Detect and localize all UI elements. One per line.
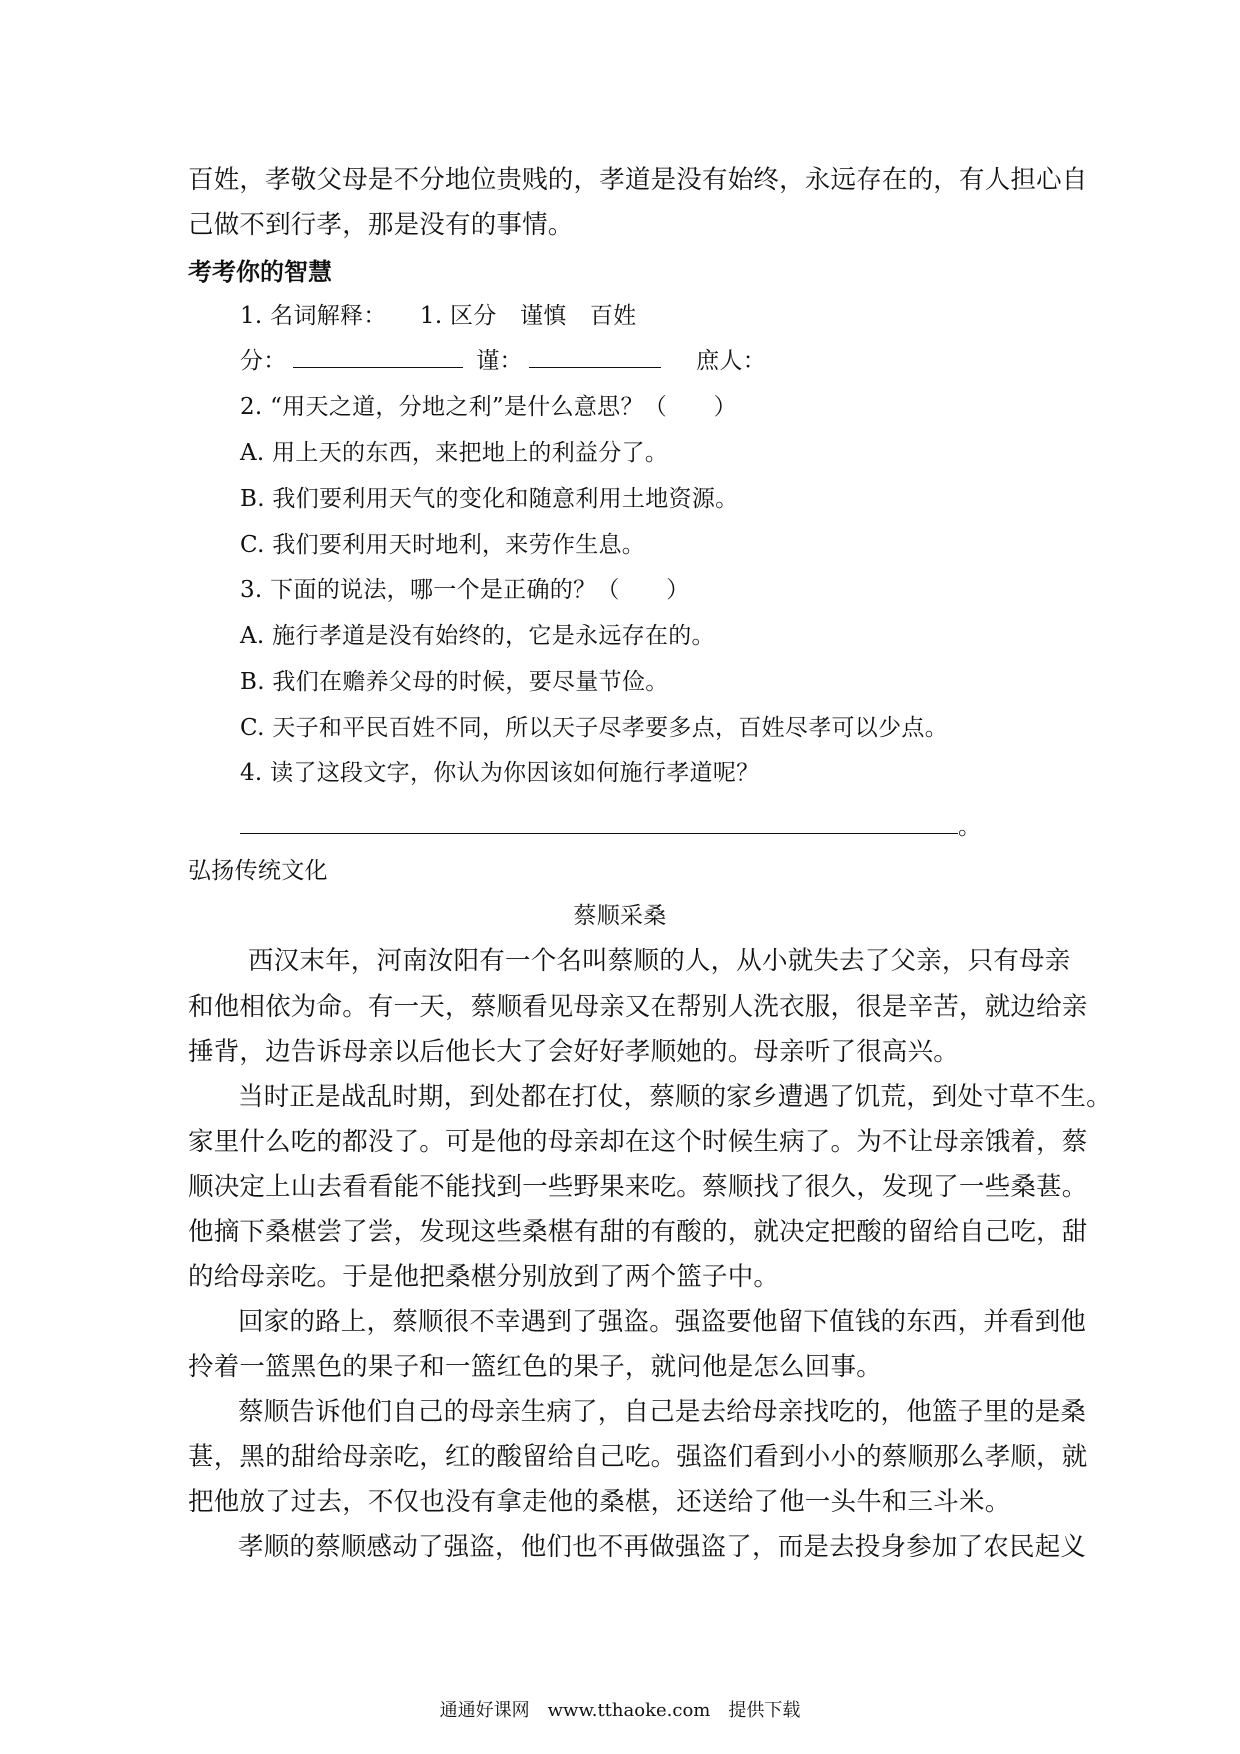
question-4: 4. 读了这段文字，你认为你因该如何施行孝道呢？ xyxy=(240,760,760,786)
quiz-heading: 考考你的智慧 xyxy=(188,258,332,286)
question-2: 2. “用天之道，分地之利”是什么意思？（ ） xyxy=(240,394,737,420)
story-p2-line-2: 家里什么吃的都没了。可是他的母亲却在这个时候生病了。为不让母亲饿着，蔡 xyxy=(188,1127,1088,1157)
question-2-option-c: C. 我们要利用天时地利，来劳作生息。 xyxy=(240,532,646,558)
question-4-blank[interactable] xyxy=(240,832,958,834)
question-4-period: 。 xyxy=(958,814,982,840)
term-fen-label: 分： xyxy=(240,348,287,374)
intro-line-2: 己做不到行孝，那是没有的事情。 xyxy=(188,210,574,240)
question-3-option-a: A. 施行孝道是没有始终的，它是永远存在的。 xyxy=(240,623,715,649)
story-p2-line-4: 他摘下桑椹尝了尝，发现这些桑椹有甜的有酸的，就决定把酸的留给自己吃，甜 xyxy=(188,1217,1088,1247)
story-p5-line-1: 孝顺的蔡顺感动了强盗，他们也不再做强盗了，而是去投身参加了农民起义 xyxy=(238,1532,1087,1562)
question-1-answers xyxy=(240,342,1120,375)
story-p2-line-3: 顺决定上山去看看能不能找到一些野果来吃。蔡顺找了很久，发现了一些桑葚。 xyxy=(188,1172,1088,1202)
term-shuren-label: 庶人： xyxy=(696,348,766,374)
story-p3-line-2: 拎着一篮黑色的果子和一篮红色的果子，就问他是怎么回事。 xyxy=(188,1352,882,1382)
story-title: 蔡顺采桑 xyxy=(573,903,667,929)
question-3-option-b: B. 我们在赡养父母的时候，要尽量节俭。 xyxy=(240,669,669,695)
story-p2-line-1: 当时正是战乱时期，到处都在打仗，蔡顺的家乡遭遇了饥荒，到处寸草不生。 xyxy=(238,1082,1112,1112)
culture-heading: 弘扬传统文化 xyxy=(188,858,328,884)
term-jin-label: 谨： xyxy=(476,348,523,374)
story-p4-line-3: 把他放了过去，不仅也没有拿走他的桑椹，还送给了他一头牛和三斗米。 xyxy=(188,1487,1011,1517)
page-footer: 通通好课网 www.tthaoke.com 提供下载 xyxy=(439,1700,801,1721)
story-p4-line-2: 葚，黑的甜给母亲吃，红的酸留给自己吃。强盗们看到小小的蔡顺那么孝顺，就 xyxy=(188,1442,1088,1472)
question-1-terms: 1. 区分 谨慎 百姓 xyxy=(419,303,637,329)
question-3-option-c: C. 天子和平民百姓不同，所以天子尽孝要多点，百姓尽孝可以少点。 xyxy=(240,715,948,741)
story-p1-line-1: 西汉末年，河南汝阳有一个名叫蔡顺的人，从小就失去了父亲，只有母亲 xyxy=(248,946,1071,976)
story-p4-line-1: 蔡顺告诉他们自己的母亲生病了，自己是去给母亲找吃的，他篮子里的是桑 xyxy=(238,1397,1087,1427)
question-1-label: 1. 名词解释： xyxy=(240,303,387,329)
story-p1-line-3: 捶背，边告诉母亲以后他长大了会好好孝顺她的。母亲听了很高兴。 xyxy=(188,1037,960,1067)
question-2-option-b: B. 我们要利用天气的变化和随意利用土地资源。 xyxy=(240,486,739,512)
story-p2-line-5: 的给母亲吃。于是他把桑椹分别放到了两个篮子中。 xyxy=(188,1262,780,1292)
question-4-answer-line xyxy=(240,808,1120,841)
intro-line-1: 百姓，孝敬父母是不分地位贵贱的，孝道是没有始终，永远存在的，有人担心自 xyxy=(188,165,1088,195)
term-jin-blank[interactable] xyxy=(529,366,661,368)
question-1 xyxy=(240,297,1120,330)
story-p3-line-1: 回家的路上，蔡顺很不幸遇到了强盗。强盗要他留下值钱的东西，并看到他 xyxy=(238,1307,1087,1337)
question-2-option-a: A. 用上天的东西，来把地上的利益分了。 xyxy=(240,440,669,466)
term-fen-blank[interactable] xyxy=(293,366,463,368)
question-3: 3. 下面的说法，哪一个是正确的？（ ） xyxy=(240,577,690,603)
story-p1-line-2: 和他相依为命。有一天，蔡顺看见母亲又在帮别人洗衣服，很是辛苦，就边给亲 xyxy=(188,992,1088,1022)
